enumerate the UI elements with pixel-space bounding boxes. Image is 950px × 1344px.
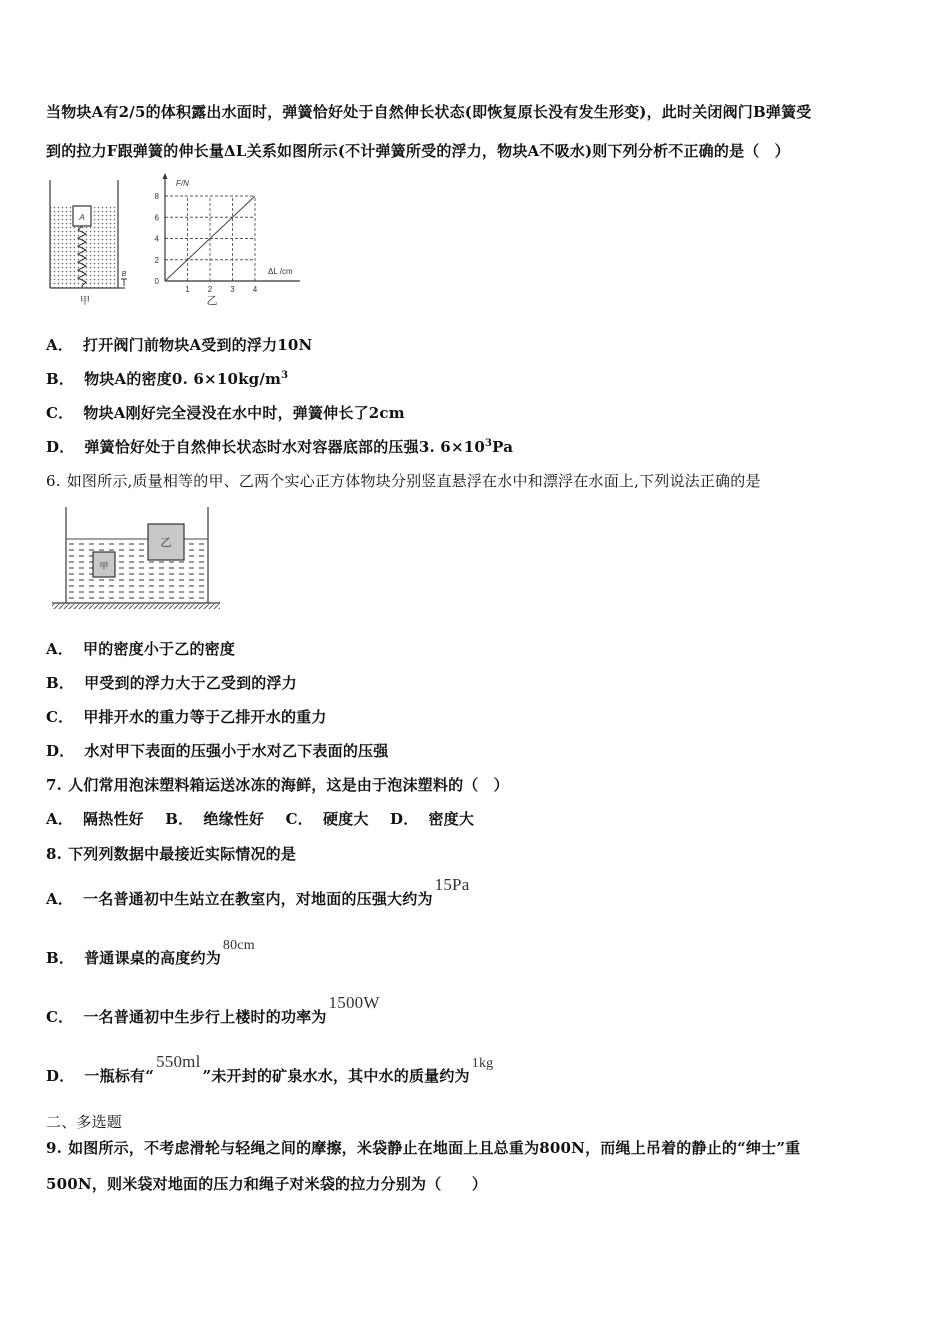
- option-text: 隔热性好: [83, 810, 144, 828]
- option-label: B．: [46, 674, 75, 692]
- q6-option-b[interactable]: [46, 672, 297, 693]
- q5-option-d[interactable]: [46, 436, 513, 457]
- question-number: 6.: [46, 472, 61, 490]
- option-text: 打开阀门前物块A受到的浮力10N: [83, 336, 313, 354]
- q7-options: [46, 808, 474, 829]
- x-axis-label: ΔL /cm: [268, 267, 293, 276]
- option-suffix: Pa: [492, 438, 514, 456]
- option-text-before: 一瓶标有“: [84, 1067, 155, 1085]
- block-yi-label: 乙: [160, 537, 172, 549]
- question-number: 8.: [46, 845, 63, 863]
- q8-stem: [46, 843, 296, 864]
- y-tick-label: 6: [154, 213, 159, 223]
- y-tick-label: 8: [154, 192, 159, 201]
- q8-option-d[interactable]: [46, 1052, 494, 1086]
- option-label: A．: [46, 640, 74, 658]
- option-text: 普通课桌的高度约为: [84, 949, 221, 967]
- option-label: C．: [285, 810, 313, 828]
- q5-stem-line2: 到的拉力F跟弹簧的伸长量ΔL关系如图所示(不计弹簧所受的浮力，物块A不吸水)则下列分析不正确的是（ ）: [46, 142, 790, 160]
- option-text: 物块A刚好完全浸没在水中时，弹簧伸长了2cm: [83, 404, 405, 422]
- option-text: 绝缘性好: [203, 810, 265, 828]
- y-axis-label: F/N: [176, 179, 189, 188]
- option-label: A．: [46, 890, 74, 908]
- q5-force-extension-chart: [150, 172, 310, 308]
- option-label: B．: [46, 949, 75, 967]
- q6-figure-water-tank: [48, 505, 223, 613]
- option-superscript: 3: [281, 370, 289, 381]
- x-tick-label: 2: [207, 285, 213, 294]
- option-value: 15Pa: [434, 875, 470, 894]
- q8-option-b[interactable]: [46, 938, 255, 968]
- ground-hatch: [52, 604, 220, 609]
- q7-stem: [46, 774, 509, 795]
- question-text: 人们常用泡沫塑料箱运送冰冻的海鲜，这是由于泡沫塑料的（ ）: [68, 776, 509, 794]
- option-text: 甲排开水的重力等于乙排开水的重力: [83, 708, 327, 726]
- option-text: 甲受到的浮力大于乙受到的浮力: [84, 674, 297, 692]
- option-label: B．: [165, 810, 194, 828]
- q5-figure-left-caption: 甲: [80, 296, 90, 307]
- question-number: 9.: [46, 1139, 63, 1157]
- option-label: B．: [46, 370, 75, 388]
- q6-stem: [46, 470, 761, 491]
- section-title-multiple-choice: 二、多选题: [46, 1113, 123, 1131]
- option-text: 一名普通初中生步行上楼时的功率为: [83, 1008, 327, 1026]
- q5-stem-line1: 当物块A有2/5的体积露出水面时，弹簧恰好处于自然伸长状态(即恢复原长没有发生形变)，此时关闭阀门B弹簧受: [46, 103, 812, 121]
- option-label: D．: [46, 1067, 75, 1085]
- option-label: C．: [46, 404, 74, 422]
- x-tick-label: 4: [252, 285, 258, 294]
- option-value: 1kg: [471, 1056, 494, 1071]
- option-label: C．: [46, 1008, 74, 1026]
- q8-option-c[interactable]: [46, 993, 380, 1027]
- q7-option-b[interactable]: [165, 810, 264, 828]
- option-label: C．: [46, 708, 74, 726]
- q5-option-b[interactable]: [46, 368, 288, 389]
- question-number: 7.: [46, 776, 63, 794]
- y-tick-label: 0: [154, 277, 159, 286]
- q7-option-a[interactable]: [46, 810, 144, 828]
- option-label: D．: [46, 742, 75, 760]
- option-label: D．: [46, 438, 75, 456]
- x-tick-label: 3: [230, 285, 235, 294]
- q6-option-c[interactable]: [46, 706, 327, 727]
- option-value: 1500W: [328, 993, 380, 1012]
- option-text: 甲的密度小于乙的密度: [83, 640, 236, 658]
- x-tick-labels: [185, 285, 258, 294]
- option-text: 一名普通初中生站立在教室内，对地面的压强大约为: [83, 890, 433, 908]
- q5-figure-right-caption: 乙: [206, 295, 218, 307]
- water-region: [66, 539, 208, 603]
- q7-option-c[interactable]: [286, 810, 369, 828]
- question-text: 下列列数据中最接近实际情况的是: [68, 845, 297, 863]
- question-text: 如图所示，不考虑滑轮与轻绳之间的摩擦，米袋静止在地面上且总重为800N，而绳上吊着的静止的“绅士”重: [68, 1139, 801, 1157]
- option-text: 物块A的密度0. 6×10kg/m: [84, 370, 282, 388]
- option-text: 密度大: [428, 810, 475, 828]
- option-text: 水对甲下表面的压强小于水对乙下表面的压强: [84, 742, 389, 760]
- y-tick-label: 2: [154, 255, 159, 265]
- y-axis-arrow-icon: [163, 173, 168, 179]
- question-text: 如图所示,质量相等的甲、乙两个实心正方体物块分别竖直悬浮在水中和漂浮在水面上,下列说法正确的是: [66, 472, 761, 490]
- option-value: 80cm: [222, 938, 255, 953]
- option-label: D．: [390, 810, 419, 828]
- valve-b-label: B: [121, 271, 127, 278]
- q5-option-c[interactable]: [46, 402, 405, 423]
- y-tick-labels: [155, 192, 160, 286]
- block-jia-label: 甲: [99, 561, 109, 571]
- option-text: 硬度大: [322, 810, 369, 828]
- block-a-label: A: [79, 213, 85, 222]
- y-tick-label: 4: [154, 234, 159, 244]
- q9-stem-line2: 500N，则米袋对地面的压力和绳子对米袋的拉力分别为（ ）: [46, 1175, 488, 1193]
- q7-option-d[interactable]: [390, 810, 474, 828]
- option-label: A．: [46, 810, 74, 828]
- q5-option-a[interactable]: [46, 334, 312, 355]
- q6-option-a[interactable]: [46, 638, 235, 659]
- x-tick-label: 1: [185, 285, 190, 294]
- q5-figure-container: [45, 178, 135, 308]
- q8-option-a[interactable]: [46, 875, 470, 909]
- option-label: A．: [46, 336, 74, 354]
- option-value-mid: 550ml: [156, 1052, 201, 1071]
- option-text-after: ”未开封的矿泉水水，其中水的质量约为: [202, 1067, 470, 1085]
- q9-stem-line1: [46, 1137, 800, 1158]
- option-superscript: 3: [485, 438, 493, 449]
- option-text: 弹簧恰好处于自然伸长状态时水对容器底部的压强3. 6×10: [84, 438, 485, 456]
- q6-option-d[interactable]: [46, 740, 388, 761]
